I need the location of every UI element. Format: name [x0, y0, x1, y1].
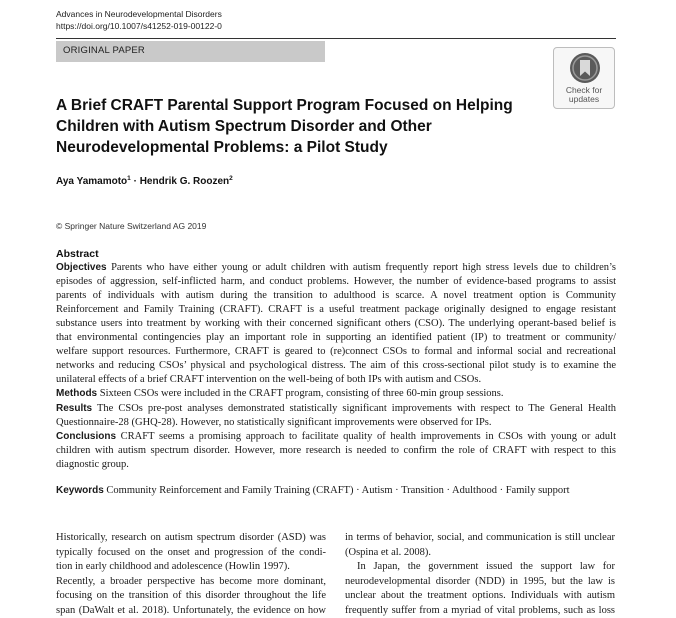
journal-header [56, 8, 222, 32]
bookmark-ribbon-icon [569, 52, 601, 84]
abstract-section-label: Conclusions [56, 430, 117, 442]
abstract-line [56, 373, 616, 387]
body-text-line: frequently suffer from a myriad of vital problems, such as loss [345, 605, 615, 616]
abstract-line [56, 345, 616, 359]
abstract-text: Reinforcement and Family Training (CRAFT). CRAFT is a useful treatment package originally designed to engage resistant [56, 304, 616, 316]
abstract-section-label: Objectives [56, 262, 107, 273]
keywords-label: Keywords [56, 485, 104, 496]
author-name[interactable]: Hendrik G. Roozen [139, 176, 230, 187]
abstract-line [56, 387, 616, 401]
abstract-text: CRAFT seems a promising approach to facilitate quality of health improvements in CSOs with young or adult [120, 430, 617, 442]
abstract-text: unilateral effects of a brief CRAFT intervention on the well-being of both IPs with autism and CSOs. [56, 374, 482, 386]
abstract-line [56, 416, 616, 430]
abstract-line [56, 402, 616, 416]
header-rule [56, 38, 616, 39]
keywords-line [56, 485, 570, 496]
abstract-line [56, 289, 616, 303]
body-text-line: unclear about the treatment options. Individuals with autism [345, 590, 615, 602]
abstract-line [56, 458, 616, 472]
abstract-line [56, 317, 616, 331]
badge-line-1: Check for [565, 85, 603, 95]
body-text-line: typically focused on the onset and progression of the condi- [56, 546, 326, 558]
body-text-line: Historically, research on autism spectrum disorder (ASD) was [56, 532, 326, 543]
abstract-line [56, 331, 616, 345]
title-line: A Brief CRAFT Parental Support Program Focused on Helping [56, 97, 513, 114]
copyright-notice: © Springer Nature Switzerland AG 2019 [56, 221, 207, 231]
abstract-text: Questionnaire-28 (GHQ-28). However, no statistically significant improvements were observed for IPs. [56, 416, 492, 428]
body-text-line: In Japan, the government issued the support law for [357, 561, 615, 573]
abstract-text: parents of individuals with autism during the transition to adulthood is scarce. A novel treatment option is Community [56, 290, 616, 302]
abstract-text: Parents who have either young or adult children with autism frequently report high stress levels due to children’s [111, 262, 617, 273]
abstract-text: Sixteen CSOs were included in the CRAFT program, consisting of three 60-min group sessions. [99, 388, 504, 400]
check-for-updates-badge[interactable] [553, 47, 615, 109]
author-separator: · [133, 176, 137, 187]
journal-name: Advances in Neurodevelopmental Disorders [56, 9, 222, 19]
title-line: Children with Autism Spectrum Disorder and Other [56, 118, 432, 135]
abstract-text: welfare support resources. Furthermore, CRAFT is geared to (re)connect CSOs to formal and informal social and recreational [56, 346, 616, 358]
author-name[interactable]: Aya Yamamoto [56, 176, 128, 187]
badge-line-2: updates [568, 94, 600, 104]
abstract-line [56, 261, 616, 275]
abstract-text: substance users into treatment by working with their concerned significant others (CSO). The underlying operant-based belief is [56, 318, 616, 330]
body-text-line: span (DaWalt et al. 2018). Unfortunately, the evidence on how [56, 605, 326, 616]
abstract-section-label: Methods [56, 388, 98, 400]
body-text-line: (Ospina et al. 2008). [345, 546, 432, 558]
abstract-text: diagnostic group. [56, 458, 129, 470]
abstract-text: episodes of aggression, self-inflicted harm, and conduct problems. However, the number of evidence-based programs to assist [56, 276, 616, 288]
article-type-banner [56, 41, 325, 62]
body-text-line: in terms of behavior, social, and communication is still unclear [345, 532, 615, 543]
body-text-line: tion in early childhood and adolescence (Howlin 1997). [56, 561, 290, 573]
article-type: ORIGINAL PAPER [63, 45, 145, 56]
abstract-text: that environmental contingencies play an important role in supporting an identified patient (IP) to treatment or community/ [56, 332, 616, 344]
abstract-text: networks and reducing CSOs’ physical and psychological distress. The aim of this cross-sectional pilot study is to examine the [56, 360, 616, 372]
abstract-line [56, 444, 616, 458]
body-text-line: focusing on the transition of this disorder throughout the life [56, 590, 326, 602]
title-line: Neurodevelopmental Problems: a Pilot Study [56, 139, 388, 156]
abstract-text: The CSOs pre-post analyses demonstrated statistically significant improvements with respect to The General Health [96, 402, 617, 414]
author-list [56, 175, 233, 187]
abstract-heading: Abstract [56, 248, 99, 260]
doi-link[interactable]: https://doi.org/10.1007/s41252-019-00122-0 [56, 21, 222, 31]
body-text-line: neurodevelopmental disorder (NDD) in 1995, but the law is [345, 575, 615, 587]
abstract-line [56, 303, 616, 317]
abstract-section-label: Results [56, 402, 93, 414]
keywords-text: Community Reinforcement and Family Training (CRAFT) · Autism · Transition · Adulthood · Family support [106, 485, 570, 496]
abstract-text: children with autism spectrum disorder. However, more research is needed to confirm the role of CRAFT with respect to this [56, 444, 616, 456]
abstract-line [56, 275, 616, 289]
paper-title [56, 95, 536, 158]
body-text-line: Recently, a broader perspective has become more dominant, [56, 575, 326, 587]
author-affiliation: 1 [127, 175, 131, 182]
author-affiliation: 2 [229, 175, 233, 182]
abstract-line [56, 430, 616, 444]
abstract-line [56, 359, 616, 373]
